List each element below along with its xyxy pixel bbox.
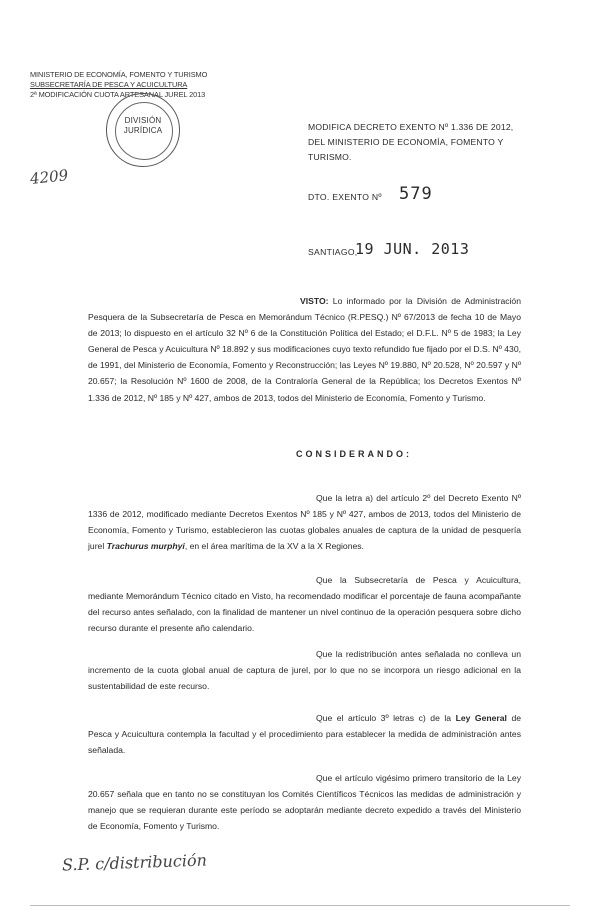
place-label: SANTIAGO, <box>308 247 358 257</box>
considerando-heading: CONSIDERANDO: <box>296 449 413 459</box>
species-name: Trachurus murphyi <box>106 541 185 552</box>
considerando-paragraph-5: Que el artículo vigésimo primero transitorio de la Ley 20.657 señala que en tanto no se constituyan los Comités Científicos Técnicos las medidas de administración y manejo que se requieran durante este período se adoptarán mediante decreto expedido a través del Ministerio de Economía, Fomento y Turismo. <box>88 773 521 832</box>
law-name: Ley General <box>455 713 507 723</box>
considerando-1-text-b: , en el área marítima de la XV a la X Regiones. <box>184 541 364 552</box>
handwritten-number: 4209 <box>29 166 70 188</box>
considerando-4-text-b: de Pesca y Acuicultura contempla la facultad y el procedimiento para establecer la medida de administración antes señalada. <box>88 713 522 756</box>
stamp-line-1: DIVISIÓN <box>124 116 162 125</box>
visto-paragraph <box>88 293 521 406</box>
considerando-paragraph-2: Que la Subsecretaría de Pesca y Acuicultura, mediante Memorándum Técnico citado en Visto, ha recomendado modificar el porcentaje de fauna acompañante del recurso antes señalado, con la finalidad de mantener un nivel continuo de la operación pesquera sobre dicho recurso durante el presente año calendario. <box>88 575 521 634</box>
decree-label: DTO. EXENTO Nº <box>308 192 382 202</box>
ministry-header <box>30 70 207 100</box>
page-bottom-rule <box>30 905 570 906</box>
handwritten-footer-note: S.P. c/distribución <box>61 850 208 875</box>
header-subsecretaria: SUBSECRETARÍA DE PESCA Y ACUICULTURA <box>30 80 188 89</box>
header-ministry: MINISTERIO DE ECONOMÍA, FOMENTO Y TURISMO <box>30 70 208 79</box>
decree-date: 19 JUN. 2013 <box>355 240 470 258</box>
division-juridica-stamp <box>106 93 180 167</box>
considerando-4-text-a: Que el artículo 3º letras c) de la <box>316 713 456 723</box>
decree-title: MODIFICA DECRETO EXENTO Nº 1.336 DE 2012, DEL MINISTERIO DE ECONOMÍA, FOMENTO Y TURISMO. <box>308 122 514 162</box>
considerando-paragraph-4 <box>88 710 521 758</box>
decree-number: 579 <box>399 184 433 204</box>
considerando-paragraph-1 <box>88 490 521 554</box>
visto-text: Lo informado por la División de Administración Pesquera de la Subsecretaría de Pesca en Memorándum Técnico (R.PESQ.) Nº 67/2013 de fecha 10 de Mayo de 2013; lo dispuesto en el artículo 32 Nº 6 de la Constitución Política del Estado; el D.F.L. Nº 5 de 1983; la Ley General de Pesca y Acuicultura Nº 18.892 y sus modificaciones cuyo texto refundido fue fijado por el D.S. Nº 430, de 1991, del Ministerio de Economía, Fomento y Reconstrucción; las Leyes Nº 19.880, Nº 20.528, Nº 20.597 y Nº 20.657; la Resolución Nº 1600 de 2008, de la Contraloría General de la República; los Decretos Exentos Nº 1.336 de 2012, Nº 185 y Nº 427, ambos de 2013, todos del Ministerio de Economía, Fomento y Turismo. <box>88 296 521 403</box>
considerando-1-text-a: Que la letra a) del artículo 2º del Decreto Exento Nº 1336 de 2012, modificado mediante Decretos Exentos Nº 185 y Nº 427, ambos de 2013, todos del Ministerio de Economía, Fomento y Turismo, establecieron las cuotas globales anuales de captura de la unidad de pesquería jurel <box>88 493 521 552</box>
visto-label: VISTO: <box>300 296 329 306</box>
considerando-paragraph-3: Que la redistribución antes señalada no conlleva un incremento de la cuota global anual de captura de jurel, por lo que no se incorpora un riesgo adicional en la sustentabilidad de este recurso. <box>88 649 521 692</box>
stamp-text <box>107 116 179 136</box>
stamp-line-2: JURÍDICA <box>123 126 163 135</box>
header-subject: 2ª MODIFICACIÓN CUOTA ARTESANAL JUREL 2013 <box>30 90 206 99</box>
